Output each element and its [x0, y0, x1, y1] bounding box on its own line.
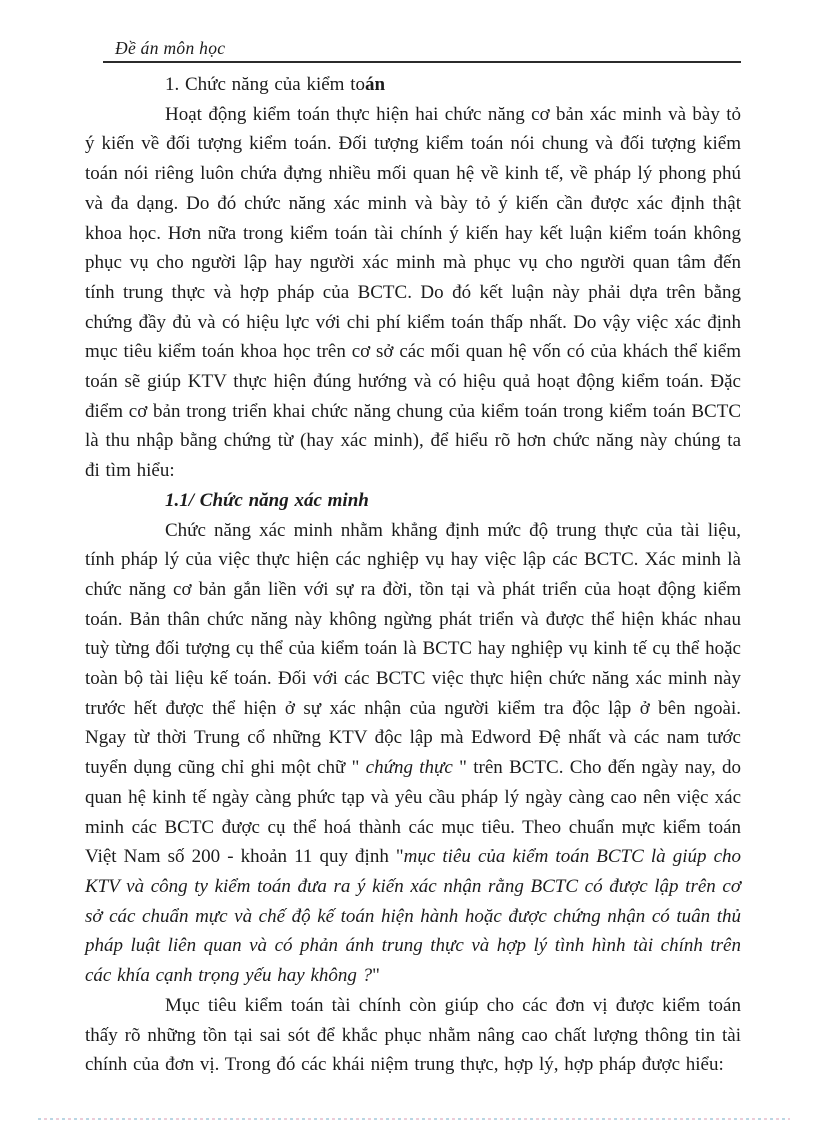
section-heading-1-1 [85, 486, 741, 516]
document-body [85, 70, 741, 1080]
paragraph-2 [85, 516, 741, 991]
page-header [103, 38, 741, 63]
section-heading-1 [85, 70, 741, 100]
text-run: chứng thực [365, 757, 453, 779]
paragraph-1 [85, 100, 741, 486]
text-run: Chức năng xác minh nhằm khẳng định mức độ trung thực của tài liệu, tính pháp lý của việc thực hiện các nghiệp vụ hay việc lập các BCTC. Xác minh là chức năng cơ bản gắn liền với sự ra đời, tồn tại và phát triển của hoạt động kiểm toán. Bản thân chức năng này không ngừng phát triển và được thể hiện khác nhau tuỳ từng đối tượng cụ thể của kiểm toán là BCTC hay nghiệp vụ kinh tế cụ thể hoặc toàn bộ tài liệu kế toán. Đối với các BCTC việc thực hiện chức năng xác minh này trước hết được thể hiện ở sự xác nhận của người kiểm tra độc lập ở bên ngoài. Ngay từ thời Trung cổ những KTV độc lập mà Edword Đệ nhất và các nam tước tuyển dụng cũng chỉ ghi một chữ " [85, 519, 741, 779]
text-run: 1. Chức năng của kiểm to [165, 74, 365, 95]
text-run: " trên BCTC. Cho đến ngày nay, do quan hệ kinh tế ngày càng phức tạp và yêu cầu pháp lý ngày càng cao nên việc xác minh các BCTC được cụ thể hoá thành các mục tiêu. Theo chuẩn mực kiểm toán Việt Nam số 200 - khoản 11 quy định " [85, 757, 741, 868]
paragraph-3 [85, 991, 741, 1080]
text-run: Hoạt động kiểm toán thực hiện hai chức năng cơ bản xác minh và bày tỏ ý kiến về đối tượng kiểm toán. Đối tượng kiểm toán nói chung và đối tượng kiểm toán nói riêng luôn chứa đựng nhiều mối quan hệ về kinh tế, về pháp lý phong phú và đa dạng. Do đó chức năng xác minh và bày tỏ ý kiến cần được xác định thật khoa học. Hơn nữa trong kiểm toán tài chính ý kiến hay kết luận kiểm toán không phục vụ cho người lập hay người xác minh mà phục vụ cho người quan tâm đến tính trung thực và hợp pháp của BCTC. Do đó kết luận này phải dựa trên bằng chứng đầy đủ và có hiệu lực với chi phí kiểm toán thấp nhất. Do vậy việc xác định mục tiêu kiểm toán khoa học trên cơ sở các mối quan hệ vốn có của khách thể kiểm toán sẽ giúp KTV thực hiện đúng hướng và có hiệu quả hoạt động kiểm toán. Đặc điểm cơ bản trong triển khai chức năng chung của kiểm toán trong kiểm toán BCTC là thu nhập bằng chứng từ (hay xác minh), để hiểu rõ hơn chức năng này chúng ta đi tìm hiểu: [85, 103, 741, 482]
text-run: " [372, 965, 380, 987]
footer-divider [38, 1118, 790, 1120]
text-run: án [364, 74, 386, 95]
text-run: Mục tiêu kiểm toán tài chính còn giúp cho các đơn vị được kiểm toán thấy rõ những tồn tại sai sót để khắc phục nhằm nâng cao chất lượng thông tin tài chính của đơn vị. Trong đó các khái niệm trung thực, hợp lý, hợp pháp được hiểu: [85, 994, 741, 1076]
text-run: mục tiêu của kiểm toán BCTC là giúp cho KTV và công ty kiểm toán đưa ra ý kiến xác nhận rằng BCTC có được lập trên cơ sở các chuẩn mực và chế độ kế toán hiện hành hoặc được chứng nhận có tuân thủ pháp luật liên quan và có phản ánh trung thực và hợp lý tình hình tài chính trên các khía cạnh trọng yếu hay không ? [85, 846, 741, 987]
text-run: 1.1/ Chức năng xác minh [165, 489, 369, 511]
header-title: Đề án môn học [115, 38, 226, 58]
